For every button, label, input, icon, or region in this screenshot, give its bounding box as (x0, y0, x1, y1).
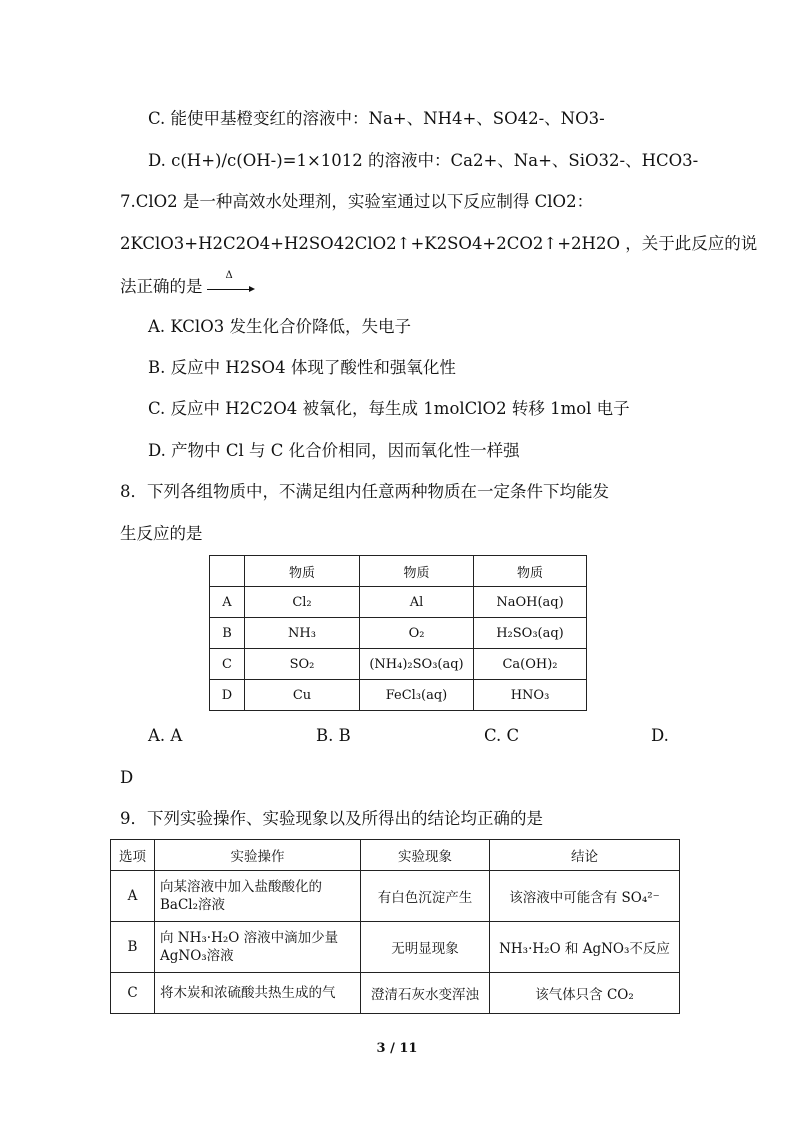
table-cell (155, 871, 361, 922)
q6-option-d: D. c(H+)/c(OH-)=1×1012 的溶液中：Ca2+、Na+、SiO32-、HCO3- (148, 151, 699, 170)
table-header-cell: 实验现象 (361, 840, 490, 871)
q7-stem-line2: 2KClO3+H2C2O4+H2SO42ClO2↑+K2SO4+2CO2↑+2H2O ，关于此反应的说 (120, 234, 758, 253)
table-cell: Cl₂ (245, 587, 360, 618)
table-row (111, 973, 680, 1014)
q9-stem: 9．下列实验操作、实验现象以及所得出的结论均正确的是 (120, 809, 543, 828)
table-cell: Cu (245, 680, 360, 711)
q7-option-d: D. 产物中 Cl 与 C 化合价相同，因而氧化性一样强 (148, 441, 520, 460)
table-cell: HNO₃ (474, 680, 587, 711)
table-header-cell: 选项 (111, 840, 155, 871)
table-cell: B (111, 922, 155, 973)
table-cell: 有白色沉淀产生 (361, 871, 490, 922)
q8-stem-line1: 8．下列各组物质中，不满足组内任意两种物质在一定条件下均能发 (120, 482, 609, 501)
cell-text-line: 向某溶液中加入盐酸酸化的 (160, 879, 322, 895)
table-header-cell: 结论 (490, 840, 680, 871)
table-row (210, 680, 587, 711)
table-cell: 该气体只含 CO₂ (490, 973, 680, 1014)
heat-symbol: Δ (225, 269, 233, 281)
table-row (111, 922, 680, 973)
table-cell: O₂ (360, 618, 474, 649)
q8-answer-c: C. C (484, 726, 520, 745)
table-row (210, 649, 587, 680)
q7-option-c: C. 反应中 H2C2O4 被氧化，每生成 1molClO2 转移 1mol 电子 (148, 399, 630, 418)
table-row (210, 587, 587, 618)
table-cell: FeCl₃(aq) (360, 680, 474, 711)
q7-option-a: A. KClO3 发生化合价降低，失电子 (148, 317, 411, 336)
table-cell: A (111, 871, 155, 922)
table-row (210, 618, 587, 649)
table-header-cell: 物质 (360, 556, 474, 587)
table-header-cell: 物质 (474, 556, 587, 587)
table-cell: 澄清石灰水变浑浊 (361, 973, 490, 1014)
q7-stem-line1: 7.ClO2 是一种高效水处理剂，实验室通过以下反应制得 ClO2： (120, 192, 594, 211)
table-header-cell: 物质 (245, 556, 360, 587)
q7-stem-text: 法正确的是 (120, 277, 203, 296)
table-header-row (111, 840, 680, 871)
table-cell: NaOH(aq) (474, 587, 587, 618)
q8-stem-line2: 生反应的是 (120, 524, 203, 543)
q8-answer-b: B. B (316, 726, 351, 745)
table-cell: NH₃·H₂O 和 AgNO₃不反应 (490, 922, 680, 973)
q8-table (209, 555, 587, 711)
table-header-cell: 实验操作 (155, 840, 361, 871)
table-header-cell (210, 556, 245, 587)
table-cell: 将木炭和浓硫酸共热生成的气 (155, 973, 361, 1014)
table-cell: B (210, 618, 245, 649)
q7-option-b: B. 反应中 H2SO4 体现了酸性和强氧化性 (148, 358, 456, 377)
table-cell: (NH₄)₂SO₃(aq) (360, 649, 474, 680)
q6-option-c: C. 能使甲基橙变红的溶液中：Na+、NH4+、SO42-、NO3- (148, 109, 605, 128)
table-cell: Ca(OH)₂ (474, 649, 587, 680)
cell-text-line: 向 NH₃·H₂O 溶液中滴加少量 (160, 930, 339, 946)
table-row (111, 871, 680, 922)
q8-answer-a: A. A (148, 726, 183, 745)
table-cell: 无明显现象 (361, 922, 490, 973)
table-cell: C (111, 973, 155, 1014)
q8-answer-d-wrap: D (120, 768, 134, 787)
table-cell (155, 922, 361, 973)
table-cell: C (210, 649, 245, 680)
table-cell: H₂SO₃(aq) (474, 618, 587, 649)
table-cell: NH₃ (245, 618, 360, 649)
table-header-row (210, 556, 587, 587)
table-cell: Al (360, 587, 474, 618)
table-cell: 该溶液中可能含有 SO₄²⁻ (490, 871, 680, 922)
q7-stem-line3 (120, 269, 255, 298)
cell-text-line: BaCl₂溶液 (160, 897, 226, 913)
cell-text-line: AgNO₃溶液 (160, 948, 234, 964)
q9-table (110, 839, 680, 1014)
page-number: 3 / 11 (376, 1041, 418, 1056)
reaction-arrow-icon (207, 269, 255, 295)
table-cell: A (210, 587, 245, 618)
table-cell: D (210, 680, 245, 711)
q8-answer-d: D. (651, 726, 669, 745)
table-cell: SO₂ (245, 649, 360, 680)
